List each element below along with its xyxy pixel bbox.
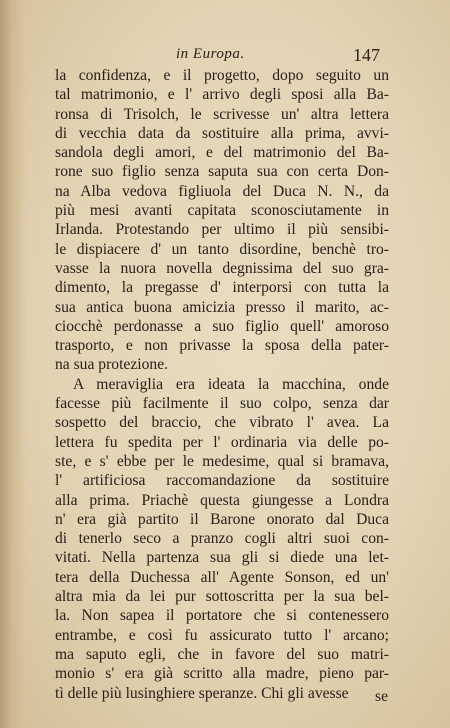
text-line: n' era già partito il Barone onorato dal Duca (55, 510, 389, 528)
text-line: entrambe, e così fu assicurato tutto l' arcano; (55, 626, 389, 644)
text-line: rone suo figlio senza saputa sua con certa Don- (55, 163, 389, 181)
text-line: la confidenza, e il progetto, dopo seguito un (55, 67, 389, 84)
text-line: ciocchè perdonasse a suo figlio quell' amoroso (55, 317, 389, 335)
page-gutter (0, 0, 26, 728)
text-line: monio s' era già scritto alla madre, pieno par- (55, 665, 389, 683)
catchword: se (375, 688, 388, 705)
text-line: sandola degli amori, e del matrimonio del Ba- (55, 144, 389, 162)
text-line: sua antica buona amicizia presso il marito, ac- (55, 298, 389, 316)
text-line: Irlanda. Protestando per ultimo il più sensibi- (55, 221, 389, 239)
text-line: tì delle più lusinghiere speranze. Chi gli avesse (55, 684, 349, 702)
text-line: altra mia da lei pur sottoscritta per la sua bel- (55, 588, 389, 606)
text-line: dimento, la pregasse d' interporsi con tutta la (55, 279, 389, 297)
running-head: in Europa. (176, 46, 245, 62)
text-line: alla prima. Priachè questa giungesse a Londra (55, 491, 389, 509)
page-number: 147 (353, 45, 380, 65)
text-line: facesse più facilmente il suo colpo, senza dar (55, 395, 389, 413)
text-line: A meraviglia era ideata la macchina, onde (73, 375, 389, 393)
text-line: tal matrimonio, e l' arrivo degli sposi alla Ba- (55, 86, 389, 104)
text-line: le dispiacere d' un tanto disordine, benchè tro- (55, 240, 389, 258)
text-line: di tenerlo seco a pranzo cogli altri suoi con- (55, 530, 389, 548)
text-line: trasporto, e non privasse la sposa della pater- (55, 337, 389, 355)
text-line: vasse la nuora novella degnissima del suo gra- (55, 259, 389, 277)
text-line: lettera fu spedita per l' ordinaria via delle po- (55, 433, 389, 451)
text-line: la. Non sapea il portatore che si contenessero (55, 607, 389, 625)
text-line: sospetto del braccio, che vibrato l' avea. La (55, 414, 389, 432)
text-line: di vecchia data da sostituire alla prima, avvi- (55, 124, 389, 142)
text-line: l' artificiosa raccomandazione da sostituire (55, 472, 389, 490)
text-line: na Alba vedova figliuola del Duca N. N., da (55, 182, 389, 200)
text-line: vitati. Nella partenza sua gli si diede una let- (55, 549, 389, 567)
body-text (55, 66, 389, 703)
page-footer (0, 688, 450, 708)
text-line: più mesi avanti capitata sconosciutamente in (55, 202, 389, 220)
text-line: ste, e s' ebbe per le medesime, qual si bramava, (55, 452, 389, 470)
text-line: ma saputo egli, che in favore del suo matri- (55, 645, 389, 663)
text-line: na sua protezione. (55, 356, 169, 374)
page-header (0, 46, 450, 68)
text-line: tera della Duchessa all' Agente Sonson, ed un' (55, 568, 389, 586)
text-line: ronsa di Trisolch, le scrivesse un' altra lettera (55, 105, 389, 123)
